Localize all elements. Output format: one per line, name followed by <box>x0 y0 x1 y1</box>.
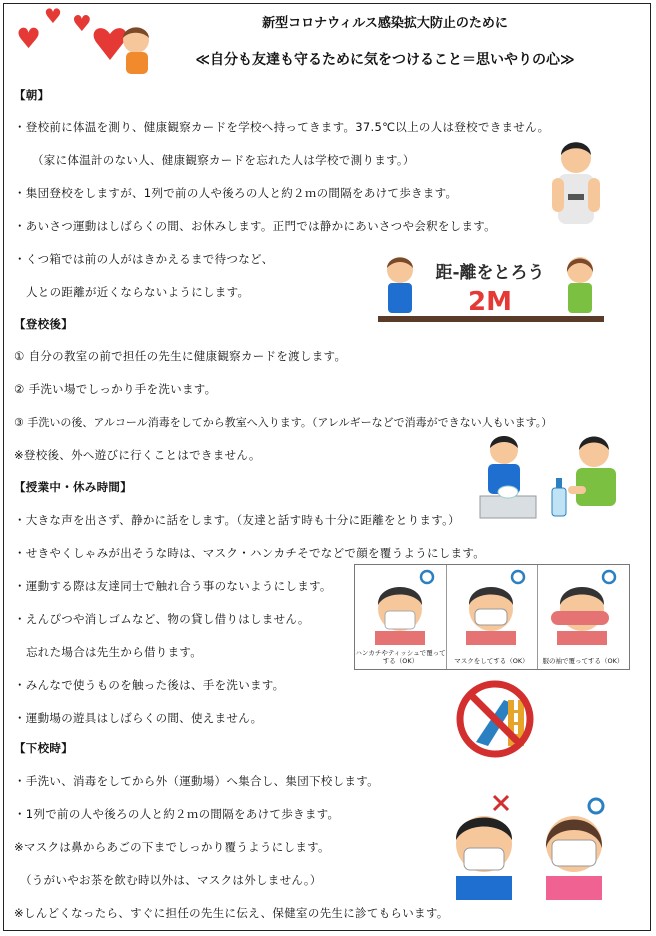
distance-banner-text: 距-離をとろう <box>435 263 545 283</box>
heart-icon: ♥ <box>16 22 42 55</box>
handwashing-illustration <box>476 430 626 528</box>
heart-icon: ♥ <box>44 4 62 28</box>
text-line: ・みんなで使うものを触った後は、手を洗います。 <box>14 678 285 692</box>
text-line: ※マスクは鼻からあごの下までしっかり覆うようにします。 <box>14 840 330 854</box>
etiquette-caption: 服の袖で覆ってする（OK） <box>542 657 624 665</box>
no-playground-equipment-icon <box>454 678 536 760</box>
distance-banner-value: 2M <box>468 287 512 317</box>
mask-etiquette-icon <box>446 565 537 645</box>
section-heading-class-break: 【授業中・休み時間】 <box>14 480 132 494</box>
mask-wearing-illustration <box>440 794 618 900</box>
etiquette-caption: ハンカチやティッシュで覆ってする（OK） <box>355 649 446 665</box>
text-line: ・あいさつ運動はしばらくの間、お休みします。正門では静かにあいさつや会釈をします。 <box>14 219 496 233</box>
text-line: ① 自分の教室の前で担任の先生に健康観察カードを渡します。 <box>14 349 347 363</box>
text-line: ・せきやくしゃみが出そうな時は、マスク・ハンカチそでなどで顔を覆うようにします。 <box>14 546 486 560</box>
text-line: （家に体温計のない人、健康観察カードを忘れた人は学校で測ります。） <box>32 153 415 167</box>
text-line: 忘れた場合は先生から借ります。 <box>26 645 203 659</box>
distance-banner-illustration <box>378 248 604 324</box>
text-line: ・運動する際は友達同士で触れ合う事のないようにします。 <box>14 579 332 593</box>
text-line: ・くつ箱では前の人がはきかえるまで待つなど、 <box>14 252 274 266</box>
document-title: 新型コロナウィルス感染拡大防止のために <box>262 16 508 31</box>
cough-etiquette-panel <box>354 564 630 670</box>
etiquette-cell-sleeve <box>537 565 629 669</box>
text-line: ・1列で前の人や後ろの人と約２ｍの間隔をあけて歩きます。 <box>14 807 340 821</box>
text-line: ※登校後、外へ遊びに行くことはできません。 <box>14 448 261 462</box>
etiquette-cell-handkerchief <box>355 565 447 669</box>
heart-icon: ♥ <box>72 12 92 37</box>
text-line: （うがいやお茶を飲む時以外は、マスクは外しません。） <box>20 873 322 887</box>
sleeve-etiquette-icon <box>537 565 629 645</box>
girl-with-heart-illustration <box>88 20 158 76</box>
text-line: ・登校前に体温を測り、健康観察カードを学校へ持ってきます。37.5℃以上の人は登校できません。 <box>14 120 550 134</box>
text-line: 人との距離が近くならないようにします。 <box>26 285 250 299</box>
section-heading-going-home: 【下校時】 <box>14 741 73 755</box>
etiquette-caption: マスクをしてする（OK） <box>454 657 529 665</box>
text-line: ・手洗い、消毒をしてから外（運動場）へ集合し、集団下校します。 <box>14 774 379 788</box>
text-line: ・えんぴつや消しゴムなど、物の貸し借りはしません。 <box>14 612 310 626</box>
document-subtitle: ≪自分も友達も守るために気をつけること＝思いやりの心≫ <box>195 52 575 68</box>
boy-thermometer-illustration <box>548 138 604 234</box>
text-line: ・大きな声を出さず、静かに話をします。（友達と話す時も十分に距離をとります。） <box>14 513 460 527</box>
etiquette-cell-mask <box>446 565 538 669</box>
text-line: ・集団登校をしますが、1列で前の人や後ろの人と約２ｍの間隔をあけて歩きます。 <box>14 186 458 200</box>
handkerchief-etiquette-icon <box>355 565 446 645</box>
text-line: ③ 手洗いの後、アルコール消毒をしてから教室へ入ります。（アレルギーなどで消毒ができない人もいます。） <box>14 416 553 429</box>
text-line: ※しんどくなったら、すぐに担任の先生に伝え、保健室の先生に診てもらいます。 <box>14 906 449 920</box>
text-line: ② 手洗い場でしっかり手を洗います。 <box>14 382 217 396</box>
section-heading-morning: 【朝】 <box>14 88 50 102</box>
text-line: ・運動場の遊具はしばらくの間、使えません。 <box>14 711 263 725</box>
section-heading-after-arrival: 【登校後】 <box>14 317 73 331</box>
